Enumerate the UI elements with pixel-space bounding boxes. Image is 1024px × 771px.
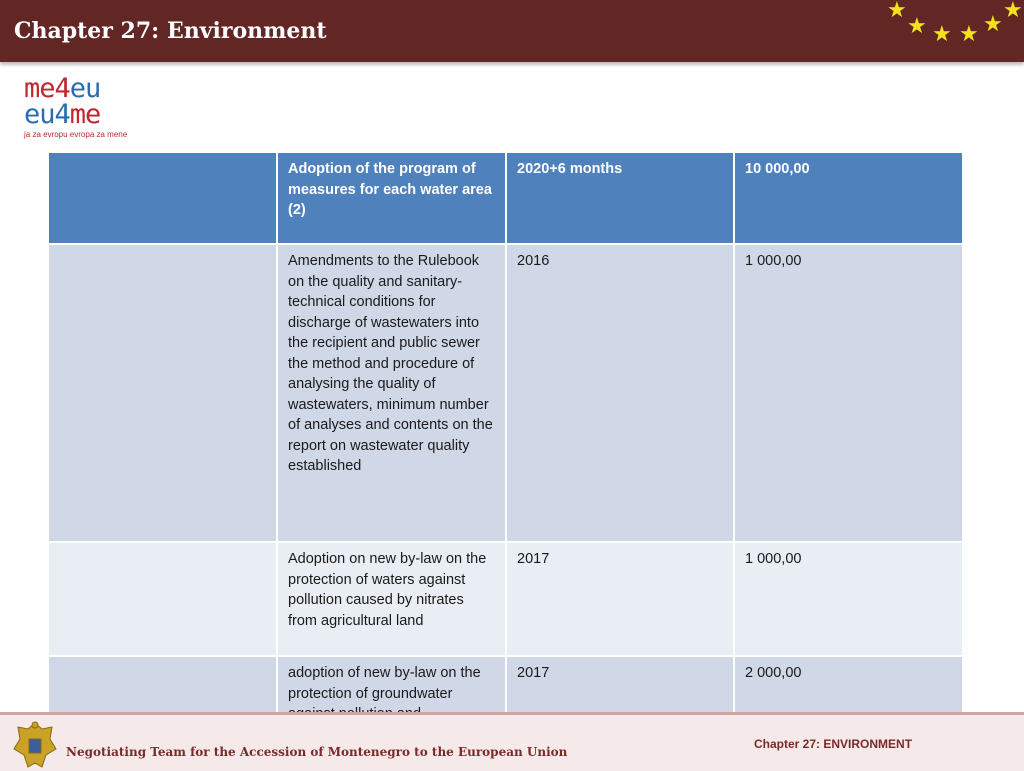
eu-star-icon: ★ (1003, 0, 1023, 23)
eu-star-icon: ★ (959, 22, 979, 47)
table-cell: 2017 (506, 656, 734, 750)
table-cell (48, 244, 277, 542)
table-cell: 1 000,00 (734, 542, 963, 656)
table-cell: 2020+6 months (506, 152, 734, 244)
table-cell: 1 000,00 (734, 244, 963, 542)
eu-star-icon: ★ (983, 12, 1003, 37)
footer-bar (0, 712, 1024, 771)
footer-chapter: Chapter 27: ENVIRONMENT (754, 737, 913, 751)
table-cell: Adoption of the program of measures for each water area (2) (277, 152, 506, 244)
table-cell (48, 542, 277, 656)
eu-star-icon: ★ (932, 22, 952, 47)
eu-star-icon: ★ (907, 14, 927, 39)
coat-of-arms-icon (12, 719, 58, 771)
eu-star-icon: ★ (887, 0, 907, 23)
table-cell: Amendments to the Rulebook on the quality and sanitary-technical conditions for discharge of wastewaters into the recipient and public sewer the method and procedure of analysing the quality of wastewaters, minimum number of analyses and contents on the report on wastewater quality established (277, 244, 506, 542)
logo-tagline: ja za evropu evropa za mene (24, 130, 128, 139)
table-cell (48, 152, 277, 244)
table-cell: 10 000,00 (734, 152, 963, 244)
table-row (48, 244, 963, 542)
me4eu-logo: me4eu eu4me ja za evropu evropa za mene (24, 76, 148, 140)
header-bar (0, 0, 1024, 62)
table-cell: 2 000,00 (734, 656, 963, 750)
table-cell: 2017 (506, 542, 734, 656)
table-cell: adoption of new by-law on the protection of groundwater (277, 656, 506, 750)
table-cell: 2016 (506, 244, 734, 542)
page-title: Chapter 27: Environment (14, 18, 327, 44)
table-row (48, 152, 963, 244)
footer-text: Negotiating Team for the Accession of Montenegro to the European Union (66, 745, 568, 759)
table-row (48, 542, 963, 656)
water-measures-table (47, 151, 964, 751)
table-cell: Adoption on new by-law on the protection of waters against pollution caused by nitrates from agricultural land (277, 542, 506, 656)
